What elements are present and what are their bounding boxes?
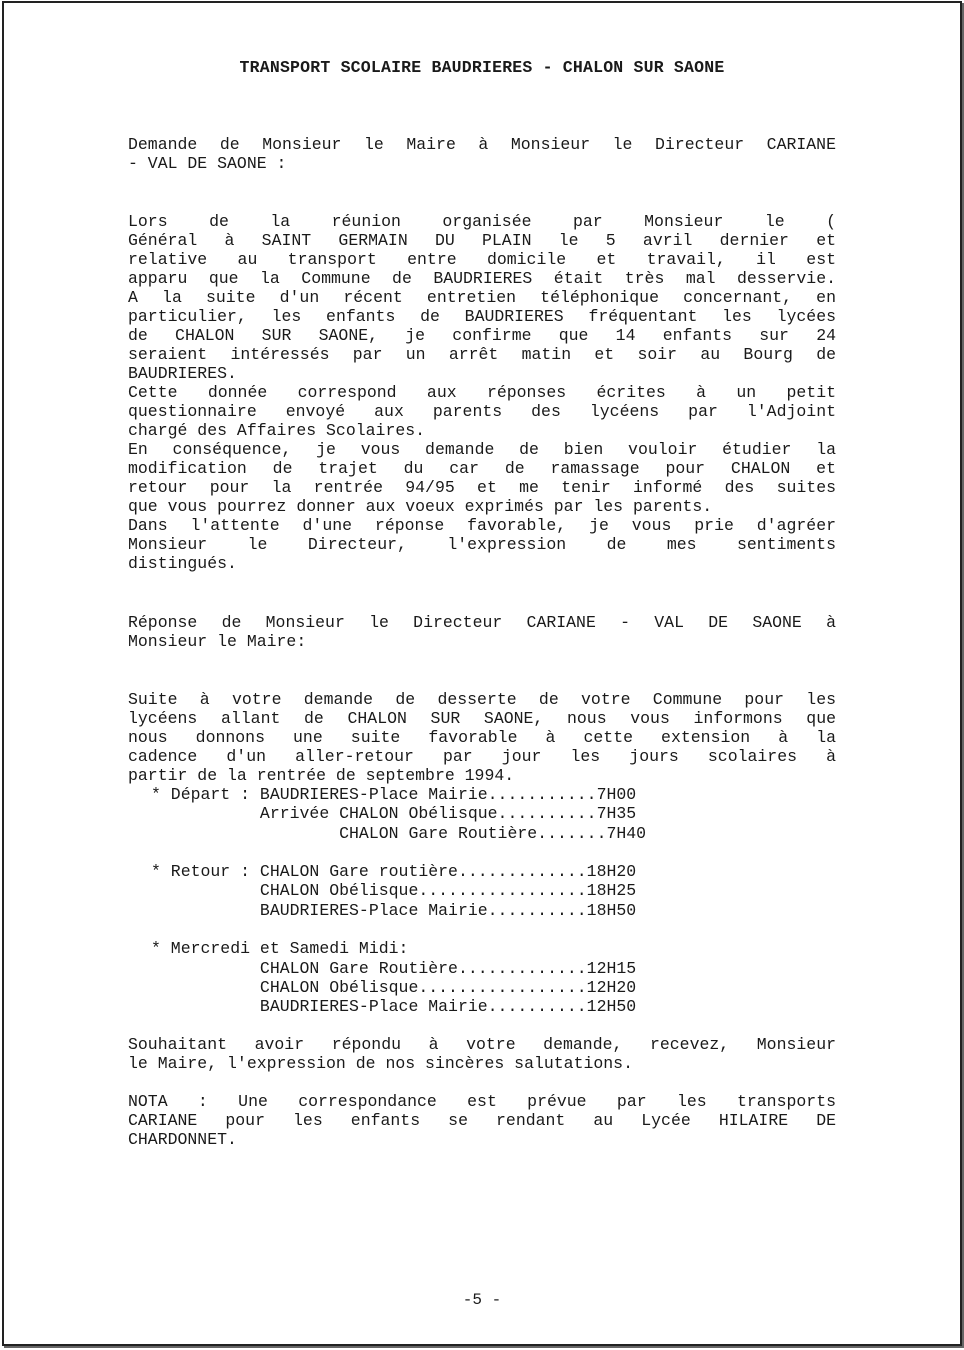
- text-line: Lors de la réunion organisée par Monsieur le (: [128, 212, 836, 231]
- text-line: lycéens allant de CHALON SUR SAONE, nous vous informons que: [128, 709, 836, 728]
- text-line: questionnaire envoyé aux parents des lycéens par l'Adjoint: [128, 402, 836, 421]
- schedule-line: * Retour : CHALON Gare routière.............18H20: [151, 862, 637, 882]
- nota-paragraph: [128, 1092, 836, 1149]
- schedule-line: CHALON Gare Routière.......7H40: [151, 823, 647, 843]
- schedule-line: Arrivée CHALON Obélisque..........7H35: [151, 804, 637, 824]
- text-line: BAUDRIERES.: [128, 364, 237, 383]
- page-number: -5 -: [462, 1291, 502, 1309]
- text-line: En conséquence, je vous demande de bien vouloir étudier la: [128, 440, 836, 459]
- schedule-line: * Mercredi et Samedi Midi:: [151, 939, 409, 959]
- text-line: Réponse de Monsieur le Directeur CARIANE - VAL DE SAONE à: [128, 613, 836, 632]
- text-line: partir de la rentrée de septembre 1994.: [128, 766, 515, 785]
- request-body: [128, 212, 836, 573]
- text-line: NOTA : Une correspondance est prévue par les transports: [128, 1092, 836, 1111]
- document-title: TRANSPORT SCOLAIRE BAUDRIERES - CHALON SUR SAONE: [239, 58, 725, 77]
- text-line: A la suite d'un récent entretien téléphonique concernant, en: [128, 288, 836, 307]
- text-line: distingués.: [128, 554, 237, 573]
- text-line: seraient intéressés par un arrêt matin et soir au Bourg de: [128, 345, 836, 364]
- text-line: Monsieur le Directeur, l'expression de mes sentiments: [128, 535, 836, 554]
- text-line: Général à SAINT GERMAIN DU PLAIN le 5 avril dernier et: [128, 231, 836, 250]
- text-line: - VAL DE SAONE :: [128, 154, 287, 173]
- document-page: [2, 1, 962, 1346]
- text-line: cadence d'un aller-retour par jour les jours scolaires à: [128, 747, 836, 766]
- text-line: particulier, les enfants de BAUDRIERES fréquentant les lycées: [128, 307, 836, 326]
- schedule-line: BAUDRIERES-Place Mairie..........18H50: [151, 900, 637, 920]
- text-line: Suite à votre demande de desserte de votre Commune pour les: [128, 690, 836, 709]
- schedule-line: BAUDRIERES-Place Mairie..........12H50: [151, 997, 637, 1017]
- text-line: Souhaitant avoir répondu à votre demande, recevez, Monsieur: [128, 1035, 836, 1054]
- text-line: retour pour la rentrée 94/95 et me tenir informé des suites: [128, 478, 836, 497]
- text-line: nous donnons une suite favorable à cette extension à la: [128, 728, 836, 747]
- response-heading: [128, 613, 836, 651]
- schedule-line: CHALON Gare Routière.............12H15: [151, 958, 637, 978]
- text-line: CHARDONNET.: [128, 1130, 237, 1149]
- response-body: [128, 690, 836, 785]
- text-line: le Maire, l'expression de nos sincères salutations.: [128, 1054, 633, 1073]
- text-line: relative au transport entre domicile et travail, il est: [128, 250, 836, 269]
- request-heading: [128, 135, 836, 173]
- text-line: que vous pourrez donner aux voeux exprimés par les parents.: [128, 497, 713, 516]
- text-line: Monsieur le Maire:: [128, 632, 307, 651]
- text-line: Cette donnée correspond aux réponses écrites à un petit: [128, 383, 836, 402]
- schedule-line: * Départ : BAUDRIERES-Place Mairie...........7H00: [151, 785, 637, 804]
- schedule-line: CHALON Obélisque.................12H20: [151, 977, 637, 997]
- text-line: Dans l'attente d'une réponse favorable, je vous prie d'agréer: [128, 516, 836, 535]
- text-line: Demande de Monsieur le Maire à Monsieur le Directeur CARIANE: [128, 135, 836, 154]
- schedule-line: CHALON Obélisque.................18H25: [151, 881, 637, 901]
- bus-schedule: [151, 785, 646, 1017]
- text-line: CARIANE pour les enfants se rendant au Lycée HILAIRE DE: [128, 1111, 836, 1130]
- text-line: apparu que la Commune de BAUDRIERES était très mal desservie.: [128, 269, 836, 288]
- closing-paragraph: [128, 1035, 836, 1073]
- text-line: de CHALON SUR SAONE, je confirme que 14 enfants sur 24: [128, 326, 836, 345]
- text-line: modification de trajet du car de ramassage pour CHALON et: [128, 459, 836, 478]
- text-line: chargé des Affaires Scolaires.: [128, 421, 426, 440]
